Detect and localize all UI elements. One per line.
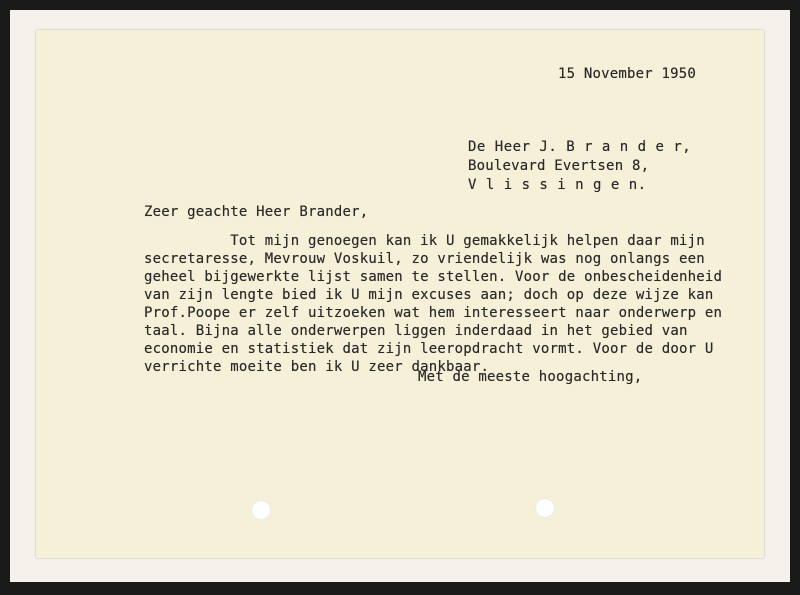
body-line: Prof.Poope er zelf uitzoeken wat hem interesseert naar onderwerp en — [144, 305, 723, 321]
recipient-city: V l i s s i n g e n. — [468, 177, 647, 193]
punch-hole-right — [535, 498, 555, 518]
letter-date: 15 November 1950 — [558, 66, 697, 82]
body-line: secretaresse, Mevrouw Voskuil, zo vriendelijk was nog onlangs een — [144, 251, 705, 267]
body-line: van zijn lengte bied ik U mijn excuses aan; doch op deze wijze kan — [144, 287, 714, 303]
recipient-name: De Heer J. B r a n d e r, — [468, 139, 692, 155]
salutation: Zeer geachte Heer Brander, — [144, 204, 369, 220]
body-line: verrichte moeite ben ik U zeer dankbaar. — [144, 359, 490, 375]
body-line: geheel bijgewerkte lijst samen te stellen. Voor de onbescheidenheid — [144, 269, 723, 285]
body-line: economie en statistiek dat zijn leeropdracht vormt. Voor de door U — [144, 341, 714, 357]
body-line: Tot mijn genoegen kan ik U gemakkelijk helpen daar mijn — [144, 233, 705, 249]
punch-hole-left — [251, 500, 271, 520]
body-line: taal. Bijna alle onderwerpen liggen inderdaad in het gebied van — [144, 323, 688, 339]
closing: Met de meeste hoogachting, — [418, 369, 643, 385]
recipient-street: Boulevard Evertsen 8, — [468, 158, 650, 174]
